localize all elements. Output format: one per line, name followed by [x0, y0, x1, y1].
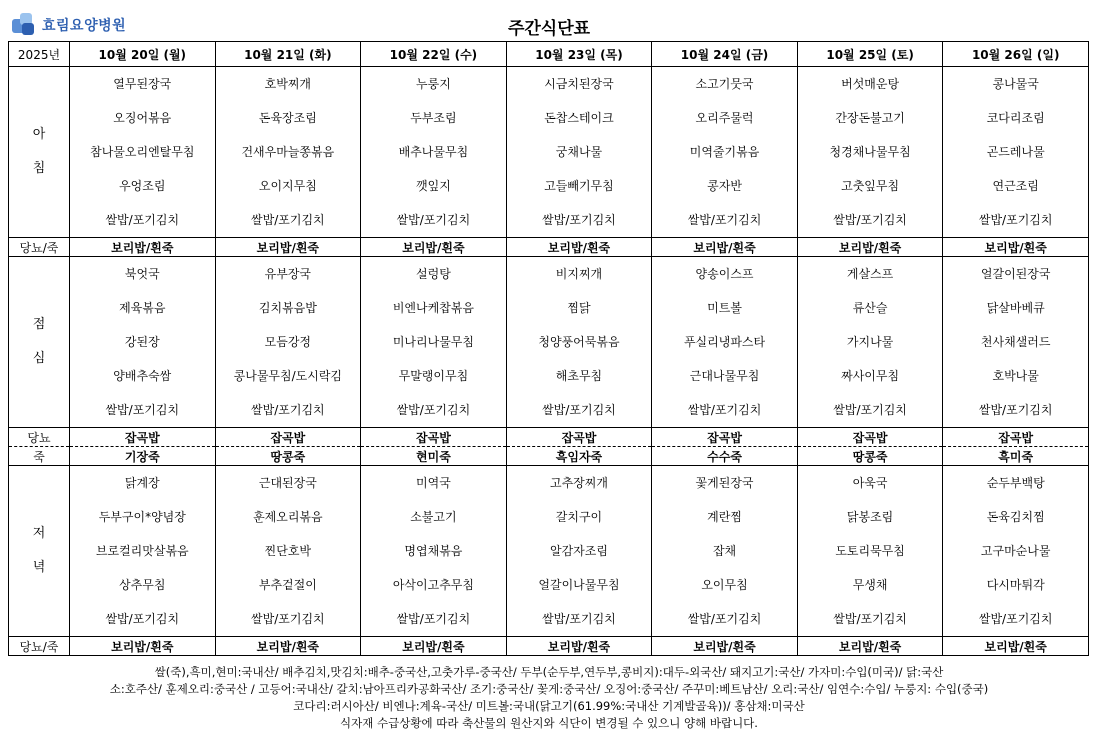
menu-item: 소불고기: [410, 510, 457, 524]
menu-item: 오리주물럭: [695, 111, 754, 125]
menu-item: 닭봉조림: [846, 510, 894, 524]
lunch-diabetes-cell: 잡곡밥: [506, 428, 652, 447]
menu-item: 찐단호박: [264, 544, 312, 558]
dinner-menu-list: [70, 466, 215, 636]
lunch-menu-cell: [797, 257, 943, 428]
lunch-menu-list: [361, 257, 506, 427]
menu-item: 닭살바베큐: [986, 301, 1045, 315]
page-title: 주간식단표: [507, 19, 591, 39]
breakfast-menu-cell: [361, 67, 507, 238]
menu-item: 쌀밥/포기김치: [542, 403, 616, 417]
menu-item: 쌀밥/포기김치: [251, 213, 325, 227]
menu-item: 닭계장: [124, 476, 160, 490]
lunch-label-1: 점: [32, 317, 46, 332]
menu-item: 강된장: [124, 335, 160, 349]
menu-item: 우엉조림: [119, 179, 166, 193]
lunch-label: [9, 257, 70, 428]
menu-item: 류산슬: [852, 301, 888, 315]
menu-item: 비지찌개: [555, 267, 603, 281]
year-label: 2025년: [9, 42, 70, 67]
menu-item: 모듬강정: [264, 335, 312, 349]
menu-item: 계란찜: [707, 510, 742, 524]
menu-item: 무말랭이무침: [398, 369, 469, 383]
menu-item: 김치볶음밥: [258, 301, 317, 315]
menu-item: 양송이스프: [695, 267, 754, 281]
dinner-menu-list: [507, 466, 652, 636]
menu-item: 다시마튀각: [986, 578, 1045, 592]
day-header: 10월 23일 (목): [506, 42, 652, 67]
lunch-menu-list: [798, 257, 943, 427]
menu-item: 고들빼기무침: [544, 179, 614, 193]
menu-item: 참나물오리엔탈무침: [90, 145, 195, 159]
menu-item: 짜사이무침: [841, 369, 900, 383]
menu-item: 코다리조림: [986, 111, 1045, 125]
breakfast-diet-cell: 보리밥/흰죽: [70, 238, 216, 257]
dinner-menu-cell: [361, 466, 507, 637]
menu-item: 쌀밥/포기김치: [105, 213, 180, 227]
menu-item: 미나리나물무침: [392, 335, 474, 349]
menu-item: 쌀밥/포기김치: [251, 612, 325, 626]
lunch-porridge-label: 죽: [9, 447, 70, 466]
lunch-menu-cell: [70, 257, 216, 428]
breakfast-menu-list: [798, 67, 943, 237]
menu-item: 쌀밥/포기김치: [978, 213, 1053, 227]
lunch-diabetes-row: [9, 428, 1089, 447]
menu-item: 배추나물무침: [398, 145, 469, 159]
menu-item: 쌀밥/포기김치: [542, 213, 616, 227]
menu-item: 깻잎지: [416, 179, 451, 193]
menu-item: 쌀밥/포기김치: [978, 612, 1053, 626]
menu-item: 고구마순나물: [980, 544, 1051, 558]
menu-item: 오징어볶음: [113, 111, 172, 125]
breakfast-menu-cell: [70, 67, 216, 238]
lunch-diabetes-cell: 잡곡밥: [797, 428, 943, 447]
menu-item: 콩나물무침/도시락김: [233, 369, 343, 383]
change-notice: 식자재 수급상황에 따라 축산물의 원산지와 식단이 변경될 수 있으니 양해 바랍니다.: [340, 716, 758, 730]
dinner-menu-cell: [943, 466, 1089, 637]
dinner-diet-cell: 보리밥/흰죽: [70, 637, 216, 656]
menu-item: 브로컬리맛살볶음: [95, 544, 189, 558]
menu-item: 쌀밥/포기김치: [251, 403, 325, 417]
breakfast-menu-cell: [506, 67, 652, 238]
lunch-diabetes-label: 당뇨: [9, 428, 70, 447]
dinner-menu-cell: [652, 466, 798, 637]
breakfast-row: [9, 67, 1089, 238]
menu-item: 누룽지: [416, 77, 451, 91]
breakfast-label-1: 아: [32, 127, 46, 142]
lunch-menu-list: [216, 257, 361, 427]
menu-item: 연근조림: [992, 179, 1039, 193]
dinner-diet-cell: 보리밥/흰죽: [652, 637, 798, 656]
menu-item: 쌀밥/포기김치: [833, 213, 907, 227]
dinner-menu-list: [361, 466, 506, 636]
menu-item: 근대된장국: [258, 476, 317, 490]
dinner-label: [9, 466, 70, 637]
lunch-menu-list: [507, 257, 652, 427]
origin-line-2: 소:호주산/ 훈제오리:중국산 / 고등어:국내산/ 갈치:남아프리카공화국산/ 조기:중국산/ 꽃게:중국산/ 오징어:중국산/ 주꾸미:베트남산/ 오리:국산/ 임연수:수입/ 누룽지: 수입(중국): [109, 682, 989, 696]
menu-item: 찜닭: [567, 301, 591, 315]
menu-item: 콩나물국: [992, 77, 1039, 91]
day-header: 10월 22일 (수): [361, 42, 507, 67]
dinner-menu-cell: [506, 466, 652, 637]
breakfast-diet-row: [9, 238, 1089, 257]
menu-item: 오이무침: [701, 578, 748, 592]
menu-item: 무생채: [852, 578, 888, 592]
menu-item: 건새우마늘쫑볶음: [241, 145, 335, 159]
menu-item: 부추겉절이: [258, 578, 317, 592]
origin-notice: [0, 664, 1098, 732]
menu-item: 두부구이*양념장: [98, 510, 186, 524]
menu-item: 명엽채볶음: [404, 544, 463, 558]
menu-item: 훈제오리볶음: [253, 510, 323, 524]
menu-item: 해초무침: [555, 369, 603, 383]
origin-line-1: 쌀(죽),흑미,현미:국내산/ 배추김치,맛김치:배추-중국산,고춧가루-중국산/ 두부(순두부,연두부,콩비지):대두-외국산/ 돼지고기:국산/ 가자미:수입(미국)/ 닭:국산: [154, 665, 944, 679]
menu-item: 쌀밥/포기김치: [396, 403, 471, 417]
menu-item: 간장돈불고기: [835, 111, 905, 125]
menu-item: 쌀밥/포기김치: [105, 403, 180, 417]
menu-item: 미역줄기볶음: [689, 145, 760, 159]
menu-item: 갈치구이: [555, 510, 603, 524]
day-header: 10월 25일 (토): [797, 42, 943, 67]
lunch-menu-list: [943, 257, 1088, 427]
menu-item: 시금치된장국: [544, 77, 614, 91]
menu-item: 아삭이고추무침: [392, 578, 474, 592]
menu-item: 제육볶음: [119, 301, 166, 315]
menu-item: 잡채: [712, 544, 737, 558]
lunch-diabetes-cell: 잡곡밥: [943, 428, 1089, 447]
menu-item: 미역국: [416, 476, 451, 490]
lunch-diabetes-cell: 잡곡밥: [652, 428, 798, 447]
menu-item: 쌀밥/포기김치: [833, 612, 907, 626]
day-header: 10월 21일 (화): [215, 42, 361, 67]
lunch-diabetes-cell: 잡곡밥: [215, 428, 361, 447]
menu-item: 궁채나물: [555, 145, 603, 159]
menu-item: 천사채샐러드: [980, 335, 1051, 349]
menu-item: 도토리묵무침: [835, 544, 905, 558]
breakfast-menu-cell: [652, 67, 798, 238]
menu-item: 양배추숙쌈: [113, 369, 172, 383]
menu-item: 얼갈이나물무침: [538, 578, 620, 592]
lunch-porridge-cell: 기장죽: [70, 447, 216, 466]
breakfast-diet-cell: 보리밥/흰죽: [506, 238, 652, 257]
breakfast-menu-list: [361, 67, 506, 237]
breakfast-menu-cell: [943, 67, 1089, 238]
menu-item: 돈육장조림: [258, 111, 317, 125]
lunch-porridge-cell: 흑임자죽: [506, 447, 652, 466]
lunch-menu-cell: [652, 257, 798, 428]
dinner-diet-cell: 보리밥/흰죽: [797, 637, 943, 656]
lunch-menu-cell: [506, 257, 652, 428]
menu-item: 곤드레나물: [986, 145, 1045, 159]
menu-item: 푸실리냉파스타: [683, 335, 766, 349]
lunch-menu-cell: [361, 257, 507, 428]
breakfast-diet-cell: 보리밥/흰죽: [652, 238, 798, 257]
lunch-menu-cell: [943, 257, 1089, 428]
lunch-row: [9, 257, 1089, 428]
day-header: 10월 26일 (일): [943, 42, 1089, 67]
menu-item: 꽃게된장국: [695, 476, 754, 490]
menu-item: 쌀밥/포기김치: [105, 612, 180, 626]
menu-item: 쌀밥/포기김치: [687, 612, 762, 626]
breakfast-menu-cell: [215, 67, 361, 238]
breakfast-menu-list: [943, 67, 1088, 237]
lunch-porridge-cell: 땅콩죽: [215, 447, 361, 466]
breakfast-menu-list: [652, 67, 797, 237]
menu-item: 청경채나물무침: [829, 145, 911, 159]
menu-item: 쌀밥/포기김치: [396, 213, 471, 227]
menu-item: 소고기뭇국: [695, 77, 754, 91]
menu-item: 상추무침: [119, 578, 166, 592]
dinner-menu-list: [798, 466, 943, 636]
menu-item: 고춧잎무침: [841, 179, 900, 193]
dinner-menu-cell: [215, 466, 361, 637]
breakfast-label: [9, 67, 70, 238]
day-header: 10월 20일 (월): [70, 42, 216, 67]
lunch-menu-cell: [215, 257, 361, 428]
breakfast-label-2: 침: [32, 161, 46, 176]
menu-item: 청양풍어묵볶음: [538, 335, 620, 349]
weekly-menu-table: [8, 41, 1089, 656]
lunch-porridge-cell: 현미죽: [361, 447, 507, 466]
breakfast-diet-cell: 보리밥/흰죽: [215, 238, 361, 257]
dinner-menu-cell: [797, 466, 943, 637]
lunch-menu-list: [70, 257, 215, 427]
lunch-porridge-row: [9, 447, 1089, 466]
logo-text: 효림요양병원: [42, 18, 127, 34]
menu-item: 호박찌개: [264, 77, 312, 91]
lunch-porridge-cell: 땅콩죽: [797, 447, 943, 466]
menu-item: 쌀밥/포기김치: [833, 403, 907, 417]
breakfast-diet-cell: 보리밥/흰죽: [943, 238, 1089, 257]
dinner-menu-list: [652, 466, 797, 636]
dinner-menu-cell: [70, 466, 216, 637]
dinner-diet-cell: 보리밥/흰죽: [943, 637, 1089, 656]
menu-item: 쌀밥/포기김치: [687, 403, 762, 417]
breakfast-menu-list: [70, 67, 215, 237]
menu-item: 얼갈이된장국: [980, 267, 1051, 281]
dinner-label-1: 저: [32, 526, 46, 541]
menu-item: 설렁탕: [416, 267, 451, 281]
header-row: [9, 42, 1089, 67]
menu-item: 순두부백탕: [986, 476, 1045, 490]
menu-item: 버섯매운탕: [841, 77, 900, 91]
menu-item: 북엇국: [124, 267, 160, 281]
breakfast-diet-cell: 보리밥/흰죽: [797, 238, 943, 257]
menu-item: 게살스프: [846, 267, 894, 281]
lunch-menu-list: [652, 257, 797, 427]
menu-item: 돈육김치찜: [986, 510, 1045, 524]
lunch-porridge-cell: 흑미죽: [943, 447, 1089, 466]
dinner-menu-list: [943, 466, 1088, 636]
dinner-diet-cell: 보리밥/흰죽: [361, 637, 507, 656]
lunch-porridge-cell: 수수죽: [652, 447, 798, 466]
day-header: 10월 24일 (금): [652, 42, 798, 67]
lunch-label-2: 심: [32, 351, 46, 366]
dinner-diet-row: [9, 637, 1089, 656]
dinner-row: [9, 466, 1089, 637]
menu-item: 쌀밥/포기김치: [396, 612, 471, 626]
origin-line-3: 코다리:러시아산/ 비엔나:계육-국산/ 미트볼:국내(닭고기(61.99%:국내산 기계발골육))/ 홍삼채:미국산: [293, 699, 805, 713]
dinner-label-2: 녁: [32, 560, 46, 575]
lunch-diabetes-cell: 잡곡밥: [361, 428, 507, 447]
menu-item: 콩자반: [707, 179, 742, 193]
menu-item: 비엔나케찹볶음: [392, 301, 474, 315]
menu-item: 알감자조림: [549, 544, 608, 558]
menu-item: 두부조림: [410, 111, 457, 125]
menu-item: 가지나물: [846, 335, 894, 349]
menu-item: 쌀밥/포기김치: [687, 213, 762, 227]
dinner-menu-list: [216, 466, 361, 636]
breakfast-menu-list: [507, 67, 652, 237]
breakfast-menu-cell: [797, 67, 943, 238]
menu-item: 오이지무침: [258, 179, 317, 193]
dinner-diet-cell: 보리밥/흰죽: [506, 637, 652, 656]
menu-item: 유부장국: [264, 267, 312, 281]
breakfast-menu-list: [216, 67, 361, 237]
menu-item: 돈찹스테이크: [544, 111, 614, 125]
menu-item: 고추장찌개: [549, 476, 608, 490]
breakfast-diet-label: 당뇨/죽: [9, 238, 70, 257]
menu-item: 미트볼: [707, 301, 742, 315]
menu-item: 쌀밥/포기김치: [978, 403, 1053, 417]
lunch-diabetes-cell: 잡곡밥: [70, 428, 216, 447]
breakfast-diet-cell: 보리밥/흰죽: [361, 238, 507, 257]
dinner-diet-label: 당뇨/죽: [9, 637, 70, 656]
menu-item: 아욱국: [852, 476, 888, 490]
dinner-diet-cell: 보리밥/흰죽: [215, 637, 361, 656]
menu-item: 근대나물무침: [689, 369, 760, 383]
menu-item: 호박나물: [992, 369, 1039, 383]
menu-item: 열무된장국: [113, 77, 172, 91]
menu-item: 쌀밥/포기김치: [542, 612, 616, 626]
